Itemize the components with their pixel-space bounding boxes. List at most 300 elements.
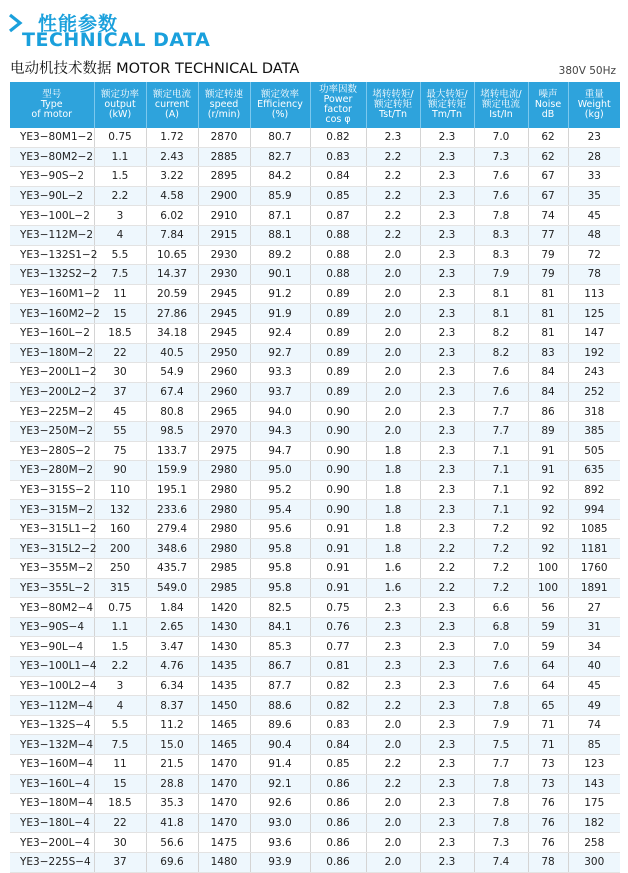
table-row (10, 696, 620, 716)
table-cell: 2.3 (420, 245, 474, 265)
table-cell: 92.4 (250, 323, 310, 343)
table-cell: 2.2 (366, 147, 420, 167)
motor-type-cell: YE3−180M−2 (10, 343, 94, 363)
table-cell: 2970 (198, 421, 250, 441)
table-cell: 90.1 (250, 265, 310, 285)
table-cell: 1181 (568, 539, 620, 559)
table-cell: 91.2 (250, 284, 310, 304)
table-cell: 8.3 (474, 225, 528, 245)
motor-type-cell: YE3−132M−4 (10, 735, 94, 755)
table-cell: 0.89 (310, 323, 366, 343)
table-cell: 2930 (198, 245, 250, 265)
table-cell: 1430 (198, 637, 250, 657)
table-cell: 2.3 (420, 441, 474, 461)
column-header-line: Ist/In (489, 109, 513, 120)
column-header-line: dB (541, 109, 555, 120)
table-cell: 2.3 (420, 696, 474, 716)
column-header-line: 重量 (584, 89, 604, 100)
table-cell: 8.1 (474, 284, 528, 304)
table-cell: 0.91 (310, 559, 366, 579)
table-cell: 0.91 (310, 539, 366, 559)
column-header-line: Power (323, 94, 353, 105)
table-row (10, 402, 620, 422)
table-cell: 89.6 (250, 715, 310, 735)
table-cell: 1085 (568, 519, 620, 539)
table-cell: 95.8 (250, 559, 310, 579)
table-cell: 48 (568, 225, 620, 245)
table-cell: 40.5 (146, 343, 198, 363)
table-cell: 77 (528, 225, 568, 245)
table-row (10, 225, 620, 245)
table-cell: 0.82 (310, 128, 366, 147)
table-cell: 2.3 (420, 715, 474, 735)
table-cell: 0.75 (94, 598, 146, 618)
table-cell: 2.3 (420, 637, 474, 657)
table-cell: 7.84 (146, 225, 198, 245)
table-cell: 0.89 (310, 363, 366, 383)
table-cell: 34 (568, 637, 620, 657)
table-cell: 15 (94, 774, 146, 794)
table-cell: 98.5 (146, 421, 198, 441)
table-cell: 7.5 (94, 735, 146, 755)
table-cell: 0.82 (310, 696, 366, 716)
table-cell: 88.6 (250, 696, 310, 716)
table-cell: 2975 (198, 441, 250, 461)
table-cell: 71 (528, 735, 568, 755)
table-cell: 1.72 (146, 128, 198, 147)
table-row (10, 578, 620, 598)
table-cell: 79 (528, 265, 568, 285)
motor-type-cell: YE3−160L−2 (10, 323, 94, 343)
column-header-line: (kW) (108, 109, 132, 120)
table-cell: 1435 (198, 676, 250, 696)
table-cell: 6.34 (146, 676, 198, 696)
table-cell: 7.7 (474, 755, 528, 775)
motor-type-cell: YE3−315M−2 (10, 500, 94, 520)
table-cell: 2.0 (366, 421, 420, 441)
table-cell: 1.1 (94, 617, 146, 637)
column-header-line: Efficiency (257, 99, 303, 110)
column-header (366, 82, 420, 128)
table-cell: 0.91 (310, 578, 366, 598)
motor-type-cell: YE3−225S−4 (10, 852, 94, 872)
table-cell: 2.3 (366, 128, 420, 147)
table-cell: 1.8 (366, 519, 420, 539)
table-cell: 35 (568, 186, 620, 206)
table-cell: 67 (528, 186, 568, 206)
table-cell: 113 (568, 284, 620, 304)
table-cell: 1420 (198, 598, 250, 618)
table-cell: 78 (528, 852, 568, 872)
table-cell: 159.9 (146, 461, 198, 481)
table-cell: 2.3 (420, 833, 474, 853)
table-cell: 27 (568, 598, 620, 618)
table-cell: 4 (94, 696, 146, 716)
table-cell: 92 (528, 480, 568, 500)
column-header-line: Tm/Tn (431, 109, 463, 120)
table-cell: 6.02 (146, 206, 198, 226)
table-cell: 2.0 (366, 323, 420, 343)
table-cell: 2985 (198, 578, 250, 598)
table-cell: 2950 (198, 343, 250, 363)
table-cell: 2.2 (420, 559, 474, 579)
table-cell: 2.2 (366, 167, 420, 187)
table-cell: 2.3 (420, 794, 474, 814)
table-row (10, 421, 620, 441)
table-cell: 0.90 (310, 402, 366, 422)
table-cell: 0.90 (310, 480, 366, 500)
table-cell: 7.7 (474, 402, 528, 422)
table-cell: 78 (568, 265, 620, 285)
table-header-row (10, 82, 620, 128)
table-cell: 7.2 (474, 559, 528, 579)
table-cell: 2.2 (366, 225, 420, 245)
table-cell: 133.7 (146, 441, 198, 461)
table-cell: 385 (568, 421, 620, 441)
table-cell: 2.3 (420, 128, 474, 147)
table-cell: 2.2 (94, 657, 146, 677)
table-cell: 1475 (198, 833, 250, 853)
motor-type-cell: YE3−100L2−4 (10, 676, 94, 696)
column-header-line: 最大转矩/ (426, 89, 468, 100)
table-row (10, 304, 620, 324)
table-cell: 7.8 (474, 696, 528, 716)
table-cell: 5.5 (94, 245, 146, 265)
table-cell: 2980 (198, 500, 250, 520)
motor-type-cell: YE3−250M−2 (10, 421, 94, 441)
table-cell: 2.3 (420, 500, 474, 520)
table-cell: 7.5 (474, 735, 528, 755)
table-cell: 2.3 (366, 598, 420, 618)
table-cell: 2.2 (420, 578, 474, 598)
table-cell: 91.9 (250, 304, 310, 324)
table-cell: 250 (94, 559, 146, 579)
table-cell: 160 (94, 519, 146, 539)
table-cell: 93.9 (250, 852, 310, 872)
table-cell: 7.8 (474, 794, 528, 814)
table-row (10, 774, 620, 794)
table-cell: 84.1 (250, 617, 310, 637)
table-cell: 37 (94, 382, 146, 402)
table-row (10, 382, 620, 402)
table-cell: 7.2 (474, 519, 528, 539)
table-cell: 15 (94, 304, 146, 324)
table-cell: 1430 (198, 617, 250, 637)
table-cell: 45 (568, 206, 620, 226)
table-cell: 8.1 (474, 304, 528, 324)
table-cell: 6.8 (474, 617, 528, 637)
table-cell: 147 (568, 323, 620, 343)
table-cell: 85 (568, 735, 620, 755)
table-cell: 505 (568, 441, 620, 461)
table-cell: 2.0 (366, 402, 420, 422)
table-cell: 84.2 (250, 167, 310, 187)
table-row (10, 323, 620, 343)
table-cell: 2985 (198, 559, 250, 579)
table-cell: 34.18 (146, 323, 198, 343)
column-header-line: speed (209, 99, 239, 110)
table-cell: 3 (94, 206, 146, 226)
column-header (310, 82, 366, 128)
table-cell: 62 (528, 128, 568, 147)
motor-type-cell: YE3−132S−4 (10, 715, 94, 735)
column-header-line: 额定转速 (204, 89, 243, 100)
table-cell: 86 (528, 402, 568, 422)
table-row (10, 617, 620, 637)
table-cell: 0.87 (310, 206, 366, 226)
column-header-line: 噪声 (538, 89, 558, 100)
motor-type-cell: YE3−200L−4 (10, 833, 94, 853)
table-cell: 243 (568, 363, 620, 383)
table-cell: 100 (528, 578, 568, 598)
table-row (10, 813, 620, 833)
table-cell: 1760 (568, 559, 620, 579)
table-cell: 1.8 (366, 539, 420, 559)
table-cell: 6.6 (474, 598, 528, 618)
motor-type-cell: YE3−90S−2 (10, 167, 94, 187)
table-cell: 1470 (198, 755, 250, 775)
column-header-line: 额定转矩 (427, 99, 466, 110)
table-cell: 0.88 (310, 245, 366, 265)
table-cell: 2.0 (366, 265, 420, 285)
table-cell: 7.9 (474, 265, 528, 285)
table-cell: 90 (94, 461, 146, 481)
table-cell: 2.3 (420, 676, 474, 696)
table-cell: 318 (568, 402, 620, 422)
table-cell: 892 (568, 480, 620, 500)
table-cell: 95.8 (250, 539, 310, 559)
table-cell: 7.6 (474, 167, 528, 187)
table-cell: 8.37 (146, 696, 198, 716)
table-row (10, 519, 620, 539)
table-cell: 1480 (198, 852, 250, 872)
table-cell: 87.7 (250, 676, 310, 696)
table-cell: 279.4 (146, 519, 198, 539)
table-cell: 92 (528, 519, 568, 539)
table-cell: 7.1 (474, 500, 528, 520)
table-cell: 2.0 (366, 304, 420, 324)
table-cell: 348.6 (146, 539, 198, 559)
table-cell: 1.6 (366, 578, 420, 598)
table-cell: 0.90 (310, 461, 366, 481)
table-cell: 2.0 (366, 245, 420, 265)
table-cell: 2.2 (366, 186, 420, 206)
table-cell: 0.84 (310, 735, 366, 755)
motor-type-cell: YE3−132S2−2 (10, 265, 94, 285)
table-cell: 2.3 (420, 657, 474, 677)
table-cell: 86.7 (250, 657, 310, 677)
table-cell: 435.7 (146, 559, 198, 579)
table-cell: 2885 (198, 147, 250, 167)
table-cell: 2.3 (366, 637, 420, 657)
table-cell: 2980 (198, 480, 250, 500)
table-cell: 175 (568, 794, 620, 814)
table-cell: 2960 (198, 363, 250, 383)
table-cell: 3.47 (146, 637, 198, 657)
table-cell: 94.7 (250, 441, 310, 461)
table-cell: 2.3 (420, 617, 474, 637)
table-row (10, 500, 620, 520)
table-cell: 7.8 (474, 813, 528, 833)
motor-type-cell: YE3−180M−4 (10, 794, 94, 814)
table-cell: 233.6 (146, 500, 198, 520)
table-cell: 195.1 (146, 480, 198, 500)
voltage-note: 380V 50Hz (558, 65, 616, 77)
table-row (10, 206, 620, 226)
column-header-line: 功率因数 (318, 84, 357, 95)
column-header-line: (%) (271, 109, 289, 120)
table-row (10, 559, 620, 579)
table-cell: 92 (528, 539, 568, 559)
table-cell: 2.3 (420, 402, 474, 422)
table-cell: 2.3 (420, 343, 474, 363)
column-header (10, 82, 94, 128)
table-cell: 7.1 (474, 461, 528, 481)
table-cell: 2.3 (420, 480, 474, 500)
table-cell: 64 (528, 676, 568, 696)
table-cell: 2.65 (146, 617, 198, 637)
table-cell: 7.2 (474, 578, 528, 598)
table-cell: 0.85 (310, 186, 366, 206)
table-cell: 93.3 (250, 363, 310, 383)
motor-type-cell: YE3−315L2−2 (10, 539, 94, 559)
table-cell: 2.3 (420, 284, 474, 304)
table-cell: 2915 (198, 225, 250, 245)
table-cell: 3 (94, 676, 146, 696)
table-cell: 0.86 (310, 774, 366, 794)
table-cell: 5.5 (94, 715, 146, 735)
table-cell: 14.37 (146, 265, 198, 285)
table-row (10, 637, 620, 657)
table-cell: 2.3 (420, 735, 474, 755)
table-cell: 2.3 (420, 225, 474, 245)
table-cell: 0.83 (310, 715, 366, 735)
motor-type-cell: YE3−200L1−2 (10, 363, 94, 383)
table-cell: 2980 (198, 519, 250, 539)
table-cell: 90.4 (250, 735, 310, 755)
table-cell: 1470 (198, 813, 250, 833)
table-cell: 0.75 (310, 598, 366, 618)
motor-type-cell: YE3−160L−4 (10, 774, 94, 794)
table-cell: 2.3 (420, 323, 474, 343)
table-cell: 0.86 (310, 794, 366, 814)
column-header (198, 82, 250, 128)
table-row (10, 461, 620, 481)
table-cell: 300 (568, 852, 620, 872)
table-row (10, 343, 620, 363)
section-title-cn: 性能参数 (38, 13, 119, 35)
table-cell: 2.3 (420, 147, 474, 167)
table-cell: 2.0 (366, 343, 420, 363)
table-cell: 94.0 (250, 402, 310, 422)
table-row (10, 598, 620, 618)
table-row (10, 657, 620, 677)
table-cell: 95.6 (250, 519, 310, 539)
table-row (10, 284, 620, 304)
motor-type-cell: YE3−160M−4 (10, 755, 94, 775)
table-row (10, 265, 620, 285)
table-cell: 80.7 (250, 128, 310, 147)
table-cell: 56.6 (146, 833, 198, 853)
motor-type-cell: YE3−160M1−2 (10, 284, 94, 304)
table-row (10, 363, 620, 383)
table-cell: 2.3 (420, 363, 474, 383)
table-cell: 8.3 (474, 245, 528, 265)
table-cell: 93.6 (250, 833, 310, 853)
table-title: 电动机技术数据 MOTOR TECHNICAL DATA (10, 61, 300, 77)
table-cell: 7.6 (474, 382, 528, 402)
table-cell: 83 (528, 343, 568, 363)
motor-type-cell: YE3−280M−2 (10, 461, 94, 481)
table-cell: 62 (528, 147, 568, 167)
table-cell: 81 (528, 323, 568, 343)
table-cell: 40 (568, 657, 620, 677)
table-cell: 7.1 (474, 441, 528, 461)
table-cell: 85.3 (250, 637, 310, 657)
table-row (10, 755, 620, 775)
table-cell: 2.3 (420, 852, 474, 872)
table-cell: 8.2 (474, 323, 528, 343)
motor-type-cell: YE3−180L−4 (10, 813, 94, 833)
table-cell: 1470 (198, 774, 250, 794)
table-cell: 59 (528, 637, 568, 657)
column-header (94, 82, 146, 128)
table-cell: 2.3 (420, 382, 474, 402)
table-cell: 2.3 (420, 774, 474, 794)
table-cell: 74 (528, 206, 568, 226)
table-cell: 2.3 (420, 186, 474, 206)
table-cell: 2960 (198, 382, 250, 402)
column-header (568, 82, 620, 128)
table-cell: 1465 (198, 715, 250, 735)
table-cell: 2.2 (94, 186, 146, 206)
table-cell: 2965 (198, 402, 250, 422)
table-cell: 82.5 (250, 598, 310, 618)
column-header-line: 额定功率 (100, 89, 139, 100)
table-cell: 1.84 (146, 598, 198, 618)
table-cell: 55 (94, 421, 146, 441)
table-row (10, 441, 620, 461)
table-cell: 0.90 (310, 500, 366, 520)
motor-data-table (10, 82, 620, 873)
table-cell: 54.9 (146, 363, 198, 383)
motor-type-cell: YE3−112M−4 (10, 696, 94, 716)
motor-type-cell: YE3−160M2−2 (10, 304, 94, 324)
table-row (10, 167, 620, 187)
table-cell: 2.0 (366, 284, 420, 304)
table-cell: 93.7 (250, 382, 310, 402)
table-cell: 0.88 (310, 225, 366, 245)
column-header (146, 82, 198, 128)
table-row (10, 833, 620, 853)
table-cell: 2.3 (420, 265, 474, 285)
table-cell: 3.22 (146, 167, 198, 187)
table-cell: 2.3 (366, 617, 420, 637)
table-cell: 549.0 (146, 578, 198, 598)
table-cell: 82.7 (250, 147, 310, 167)
column-header-line: current (154, 99, 190, 110)
table-cell: 2.3 (420, 813, 474, 833)
table-row (10, 715, 620, 735)
table-cell: 73 (528, 755, 568, 775)
motor-type-cell: YE3−355M−2 (10, 559, 94, 579)
table-body (10, 128, 620, 872)
table-cell: 31 (568, 617, 620, 637)
table-row (10, 245, 620, 265)
table-cell: 2.2 (366, 755, 420, 775)
table-cell: 0.89 (310, 284, 366, 304)
table-cell: 30 (94, 833, 146, 853)
